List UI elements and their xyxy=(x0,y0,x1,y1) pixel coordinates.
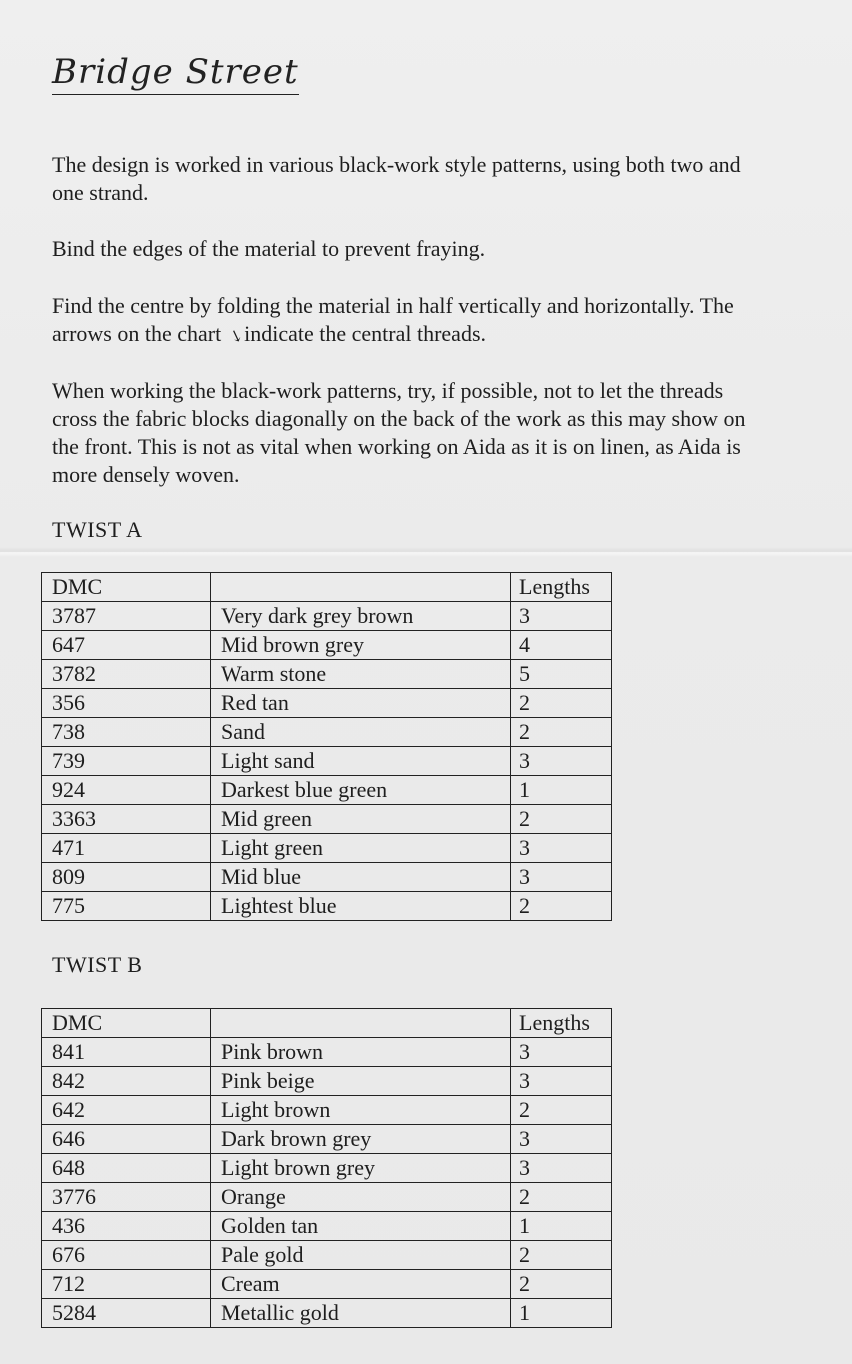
colour-name: Cream xyxy=(211,1270,511,1299)
lengths-count: 1 xyxy=(511,1299,612,1328)
twist-a-heading: TWIST A xyxy=(52,517,143,542)
lengths-count: 2 xyxy=(511,1183,612,1212)
lengths-count: 2 xyxy=(511,805,612,834)
dmc-number: 738 xyxy=(42,718,211,747)
dmc-number: 712 xyxy=(42,1270,211,1299)
colour-name: Light brown grey xyxy=(211,1154,511,1183)
table-row xyxy=(42,1212,612,1241)
colour-name: Darkest blue green xyxy=(211,776,511,805)
lengths-count: 2 xyxy=(511,892,612,921)
dmc-number: 809 xyxy=(42,863,211,892)
colour-name: Light green xyxy=(211,834,511,863)
table-row xyxy=(42,1154,612,1183)
table-row xyxy=(42,660,612,689)
table-row xyxy=(42,718,612,747)
table-row xyxy=(42,747,612,776)
lengths-count: 1 xyxy=(511,776,612,805)
colour-name: Metallic gold xyxy=(211,1299,511,1328)
table-row xyxy=(42,892,612,921)
lengths-count: 2 xyxy=(511,718,612,747)
dmc-number: 471 xyxy=(42,834,211,863)
lengths-count: 4 xyxy=(511,631,612,660)
paragraph-blackwork-tips: When working the black-work patterns, try, if possible, not to let the threads cross the fabric blocks diagonally on the back of the work as this may show on the front. This is not as vital when working on Aida as it is on linen, as Aida is more densely woven. xyxy=(52,378,746,487)
dmc-number: 3787 xyxy=(42,602,211,631)
paragraph-find-centre-end: indicate the central threads. xyxy=(244,321,487,346)
table-row xyxy=(42,805,612,834)
table-header-row xyxy=(42,573,612,602)
twist-b-heading: TWIST B xyxy=(52,952,143,977)
table-row xyxy=(42,776,612,805)
colour-name: Pink brown xyxy=(211,1038,511,1067)
header-dmc: DMC xyxy=(42,573,211,602)
table-header-row xyxy=(42,1009,612,1038)
paper-fold-crease xyxy=(0,547,852,557)
colour-name: Very dark grey brown xyxy=(211,602,511,631)
table-row xyxy=(42,1183,612,1212)
lengths-count: 3 xyxy=(511,1038,612,1067)
lengths-count: 3 xyxy=(511,1067,612,1096)
table-row xyxy=(42,1270,612,1299)
colour-name: Light sand xyxy=(211,747,511,776)
dmc-number: 3782 xyxy=(42,660,211,689)
colour-name: Lightest blue xyxy=(211,892,511,921)
dmc-number: 924 xyxy=(42,776,211,805)
table-row xyxy=(42,631,612,660)
dmc-number: 841 xyxy=(42,1038,211,1067)
lengths-count: 3 xyxy=(511,863,612,892)
colour-name: Sand xyxy=(211,718,511,747)
header-dmc: DMC xyxy=(42,1009,211,1038)
colour-name: Pink beige xyxy=(211,1067,511,1096)
lengths-count: 3 xyxy=(511,1154,612,1183)
lengths-count: 3 xyxy=(511,602,612,631)
twist-a-rows xyxy=(42,602,612,921)
lengths-count: 3 xyxy=(511,747,612,776)
paragraph-bind-edges: Bind the edges of the material to prevent fraying. xyxy=(52,236,486,261)
twist-b-table xyxy=(41,1008,612,1328)
table-row xyxy=(42,602,612,631)
table-row xyxy=(42,834,612,863)
lengths-count: 3 xyxy=(511,834,612,863)
header-colour xyxy=(211,573,511,602)
dmc-number: 436 xyxy=(42,1212,211,1241)
table-row xyxy=(42,1038,612,1067)
table-row xyxy=(42,1067,612,1096)
table-row xyxy=(42,1299,612,1328)
page-title: Bridge Street xyxy=(52,52,299,95)
header-colour xyxy=(211,1009,511,1038)
table-row xyxy=(42,689,612,718)
dmc-number: 775 xyxy=(42,892,211,921)
dmc-number: 676 xyxy=(42,1241,211,1270)
dmc-number: 647 xyxy=(42,631,211,660)
colour-name: Red tan xyxy=(211,689,511,718)
colour-name: Mid blue xyxy=(211,863,511,892)
colour-name: Mid brown grey xyxy=(211,631,511,660)
dmc-number: 642 xyxy=(42,1096,211,1125)
dmc-number: 648 xyxy=(42,1154,211,1183)
paragraph-find-centre xyxy=(52,292,752,351)
table-row xyxy=(42,1241,612,1270)
twist-b-rows xyxy=(42,1038,612,1328)
table-row xyxy=(42,1125,612,1154)
twist-a-table xyxy=(41,572,612,921)
arrow-icon: ↘ xyxy=(226,326,245,347)
header-lengths: Lengths xyxy=(511,573,612,602)
dmc-number: 356 xyxy=(42,689,211,718)
dmc-number: 3776 xyxy=(42,1183,211,1212)
header-lengths: Lengths xyxy=(511,1009,612,1038)
dmc-number: 5284 xyxy=(42,1299,211,1328)
colour-name: Warm stone xyxy=(211,660,511,689)
dmc-number: 739 xyxy=(42,747,211,776)
lengths-count: 1 xyxy=(511,1212,612,1241)
lengths-count: 2 xyxy=(511,689,612,718)
colour-name: Dark brown grey xyxy=(211,1125,511,1154)
lengths-count: 2 xyxy=(511,1096,612,1125)
paragraph-find-centre-start: Find the centre by folding the material in half vertically and horizontally. The arrows on the chart xyxy=(52,293,734,346)
lengths-count: 5 xyxy=(511,660,612,689)
lengths-count: 2 xyxy=(511,1241,612,1270)
dmc-number: 3363 xyxy=(42,805,211,834)
table-row xyxy=(42,863,612,892)
lengths-count: 3 xyxy=(511,1125,612,1154)
colour-name: Light brown xyxy=(211,1096,511,1125)
colour-name: Mid green xyxy=(211,805,511,834)
paragraph-strands: The design is worked in various black-work style patterns, using both two and one strand. xyxy=(52,152,741,205)
table-row xyxy=(42,1096,612,1125)
dmc-number: 646 xyxy=(42,1125,211,1154)
dmc-number: 842 xyxy=(42,1067,211,1096)
colour-name: Pale gold xyxy=(211,1241,511,1270)
colour-name: Orange xyxy=(211,1183,511,1212)
colour-name: Golden tan xyxy=(211,1212,511,1241)
lengths-count: 2 xyxy=(511,1270,612,1299)
